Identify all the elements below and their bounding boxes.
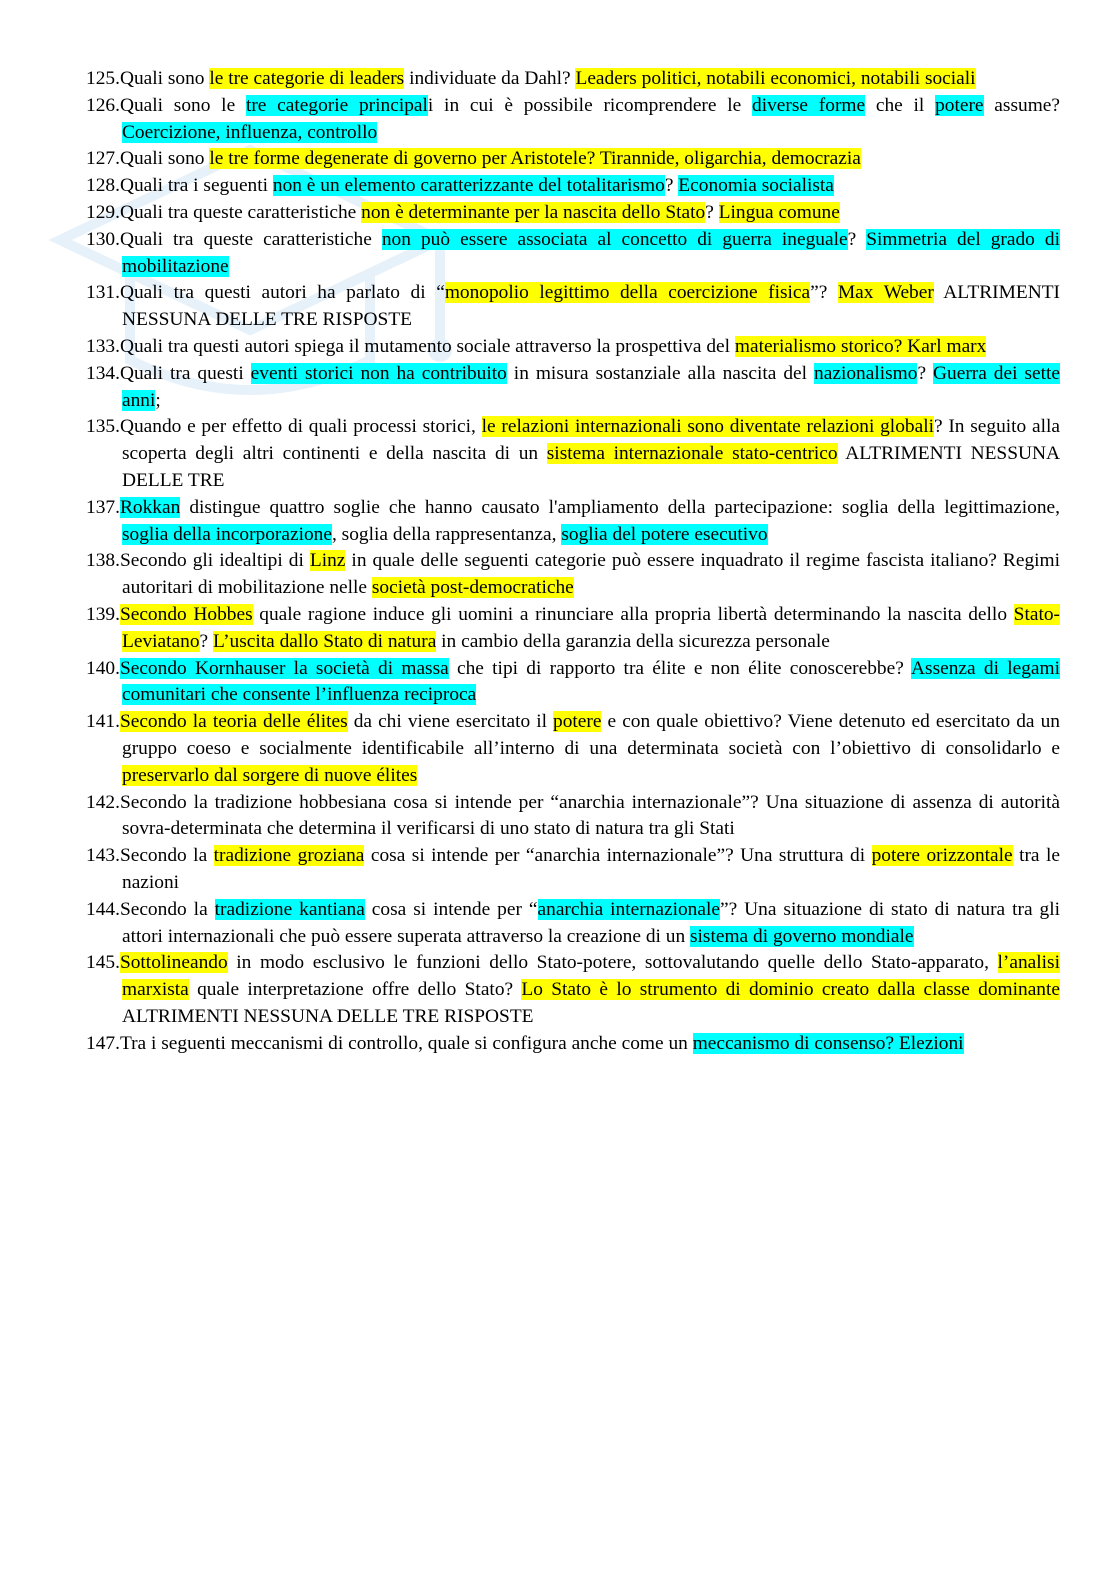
question-text: in cambio della garanzia della sicurezza personale xyxy=(436,630,830,652)
question-text: Quali tra questi xyxy=(119,362,251,384)
highlighted-text: società post-democratiche xyxy=(371,577,574,599)
highlighted-text: Stato-Leviatano xyxy=(122,603,1060,652)
question-text: Quali sono xyxy=(119,68,210,89)
highlighted-text: Rokkan xyxy=(119,496,181,518)
question-number: 134. xyxy=(86,362,120,384)
question-text: Quali tra queste caratteristiche xyxy=(119,228,382,250)
highlighted-text: nazionalismo xyxy=(814,362,918,384)
question-text: quale ragione induce gli uomini a rinunciare alla propria libertà determinando la nascita dello xyxy=(252,603,1014,625)
question-text: e con quale obiettivo? Viene detenuto ed esercitato da un gruppo coeso e socialmente identificabile all’interno di una determinata società con l’obiettivo di consolidarlo e xyxy=(122,711,1060,759)
highlighted-text: tradizione groziana xyxy=(213,845,365,867)
highlighted-text: Coercizione, influenza, controllo xyxy=(122,121,378,143)
question-item xyxy=(86,227,1060,281)
question-number: 141. xyxy=(86,711,120,733)
question-number: 144. xyxy=(86,898,120,920)
highlighted-text: non può essere associata al concetto di guerra ineguale xyxy=(381,228,848,250)
highlighted-text: Max Weber xyxy=(837,282,934,304)
question-item xyxy=(86,656,1060,710)
highlighted-text: Linz xyxy=(309,550,346,572)
question-item xyxy=(86,602,1060,656)
highlighted-text: potere xyxy=(935,94,984,116)
question-text: assume? xyxy=(983,94,1060,116)
question-item xyxy=(86,790,1060,844)
question-number: 139. xyxy=(86,603,120,625)
question-text: ? xyxy=(917,362,934,384)
question-text: i in cui è possibile ricomprendere le xyxy=(427,94,753,116)
question-number: 129. xyxy=(86,201,120,223)
question-text: cosa si intende per “ xyxy=(364,898,538,920)
question-text: ”? xyxy=(810,282,838,304)
question-text: Secondo la xyxy=(119,898,215,920)
highlighted-text: le relazioni internazionali sono diventate relazioni globali xyxy=(481,416,934,438)
question-text: ”? Una situazione di stato di natura tra gli attori internazionali che può essere superata attraverso la creazione di un xyxy=(122,898,1060,947)
highlighted-text: soglia della incorporazione xyxy=(122,523,332,545)
highlighted-text: le tre forme degenerate di governo per Aristotele? Tirannide, oligarchia, democrazia xyxy=(209,148,861,170)
question-text: ALTRIMENTI NESSUNA DELLE TRE xyxy=(122,443,1060,491)
question-item xyxy=(86,173,1060,200)
question-number: 135. xyxy=(86,416,120,438)
question-item xyxy=(86,334,1060,361)
question-item xyxy=(86,1031,1060,1058)
highlighted-text: non è un elemento caratterizzante del totalitarismo xyxy=(272,175,665,197)
highlighted-text: sistema di governo mondiale xyxy=(690,925,914,947)
highlighted-text: l’analisi marxista xyxy=(122,952,1060,1001)
question-item xyxy=(86,93,1060,147)
question-item xyxy=(86,548,1060,602)
question-number: 125. xyxy=(86,68,120,89)
highlighted-text: monopolio legittimo della coercizione fisica xyxy=(444,282,811,304)
highlighted-text: Guerra dei sette anni xyxy=(122,362,1060,411)
question-number: 142. xyxy=(86,791,120,813)
question-list xyxy=(86,66,1060,1057)
question-text: ; xyxy=(155,389,161,411)
question-item xyxy=(86,280,1060,334)
question-text: ? In seguito alla scoperta degli altri continenti e della nascita di un xyxy=(122,416,1060,465)
question-text: distingue quattro soglie che hanno causato l'ampliamento della partecipazione: soglia della legittimazione, xyxy=(180,496,1060,518)
question-number: 130. xyxy=(86,228,120,250)
question-text: che tipi di rapporto tra élite e non élite conoscerebbe? xyxy=(448,657,912,679)
highlighted-text: tre categorie principal xyxy=(245,94,428,116)
question-number: 127. xyxy=(86,148,120,170)
question-text: Quali tra questi autori spiega il mutamento sociale attraverso la prospettiva del xyxy=(119,335,735,357)
highlighted-text: materialismo storico? Karl marx xyxy=(734,335,987,357)
question-item xyxy=(86,897,1060,951)
question-text: cosa si intende per “anarchia internazionale”? Una struttura di xyxy=(364,845,872,867)
question-number: 138. xyxy=(86,550,120,572)
question-text: che il xyxy=(865,94,936,116)
highlighted-text: preservarlo dal sorgere di nuove élites xyxy=(122,764,418,786)
highlighted-text: eventi storici non ha contribuito xyxy=(250,362,507,384)
question-item xyxy=(86,495,1060,549)
question-item xyxy=(86,146,1060,173)
highlighted-text: sistema internazionale stato-centrico xyxy=(546,443,838,465)
highlighted-text: Secondo Kornhauser la società di massa xyxy=(119,657,449,679)
question-text: in quale delle seguenti categorie può essere inquadrato il regime fascista italiano? Regimi autoritari di mobilitazione nelle xyxy=(122,550,1060,599)
highlighted-text: Economia socialista xyxy=(678,175,834,197)
highlighted-text: le tre categorie di leaders xyxy=(209,68,405,89)
highlighted-text: Secondo la teoria delle élites xyxy=(119,711,348,733)
highlighted-text: diverse forme xyxy=(752,94,866,116)
question-number: 131. xyxy=(86,282,120,304)
question-text: , soglia della rappresentanza, xyxy=(331,523,562,545)
question-text: in modo esclusivo le funzioni dello Stato-potere, sottovalutando quelle dello Stato-apparato, xyxy=(227,952,998,974)
question-item xyxy=(86,414,1060,494)
question-text: tra le nazioni xyxy=(122,845,1060,893)
question-text: Secondo la xyxy=(119,845,214,867)
question-text: ? xyxy=(664,175,679,197)
highlighted-text: potere orizzontale xyxy=(871,845,1013,867)
question-number: 145. xyxy=(86,952,120,974)
question-text: Quando e per effetto di quali processi storici, xyxy=(119,416,482,438)
question-item xyxy=(86,200,1060,227)
highlighted-text: L’uscita dallo Stato di natura xyxy=(213,630,437,652)
question-text: Quali sono xyxy=(119,148,210,170)
question-number: 126. xyxy=(86,94,120,116)
highlighted-text: tradizione kantiana xyxy=(214,898,365,920)
question-number: 133. xyxy=(86,335,120,357)
question-text: individuate da Dahl? xyxy=(404,68,576,89)
highlighted-text: Simmetria del grado di mobilitazione xyxy=(122,228,1060,277)
highlighted-text: meccanismo di consenso? Elezioni xyxy=(692,1032,964,1054)
question-item xyxy=(86,950,1060,1030)
question-text: ? xyxy=(705,201,719,223)
highlighted-text: soglia del potere esecutivo xyxy=(561,523,768,545)
highlighted-text: Lo Stato è lo strumento di dominio creato dalla classe dominante xyxy=(521,979,1060,1001)
question-text: ? xyxy=(199,630,213,652)
highlighted-text: Lingua comune xyxy=(718,201,840,223)
question-number: 137. xyxy=(86,496,120,518)
question-item xyxy=(86,843,1060,897)
highlighted-text: Assenza di legami comunitari che consente l’influenza reciproca xyxy=(122,657,1060,706)
question-text: ALTRIMENTI NESSUNA DELLE TRE RISPOSTE xyxy=(122,282,1061,331)
question-text: Secondo la tradizione hobbesiana cosa si intende per “anarchia internazionale”? Una situazione di assenza di autorità sovra-determinata che determina il verificarsi di uno stato di natura tra gli Stati xyxy=(119,791,1060,840)
question-text: Quali tra i seguenti xyxy=(119,175,273,197)
highlighted-text: potere xyxy=(553,711,602,733)
question-text: Secondo gli idealtipi di xyxy=(119,550,310,572)
highlighted-text: Leaders politici, notabili economici, notabili sociali xyxy=(575,68,976,89)
question-text: in misura sostanziale alla nascita del xyxy=(506,362,815,384)
highlighted-text: non è determinante per la nascita dello Stato xyxy=(361,201,706,223)
question-text: ? xyxy=(847,228,867,250)
question-item xyxy=(86,66,1060,93)
question-text: ALTRIMENTI NESSUNA DELLE TRE RISPOSTE xyxy=(122,1005,534,1027)
question-text: Quali tra questi autori ha parlato di “ xyxy=(119,282,445,304)
question-text: quale interpretazione offre dello Stato? xyxy=(188,979,522,1001)
question-number: 128. xyxy=(86,175,120,197)
question-text: Tra i seguenti meccanismi di controllo, quale si configura anche come un xyxy=(119,1032,693,1054)
question-item xyxy=(86,361,1060,415)
question-number: 147. xyxy=(86,1032,120,1054)
question-number: 143. xyxy=(86,845,120,867)
question-item xyxy=(86,709,1060,789)
question-text: da chi viene esercitato il xyxy=(347,711,554,733)
highlighted-text: anarchia internazionale xyxy=(537,898,720,920)
highlighted-text: Secondo Hobbes xyxy=(119,603,253,625)
question-number: 140. xyxy=(86,657,120,679)
highlighted-text: Sottolineando xyxy=(119,952,228,974)
question-text: Quali sono le xyxy=(119,94,246,116)
question-text: Quali tra queste caratteristiche xyxy=(119,201,362,223)
